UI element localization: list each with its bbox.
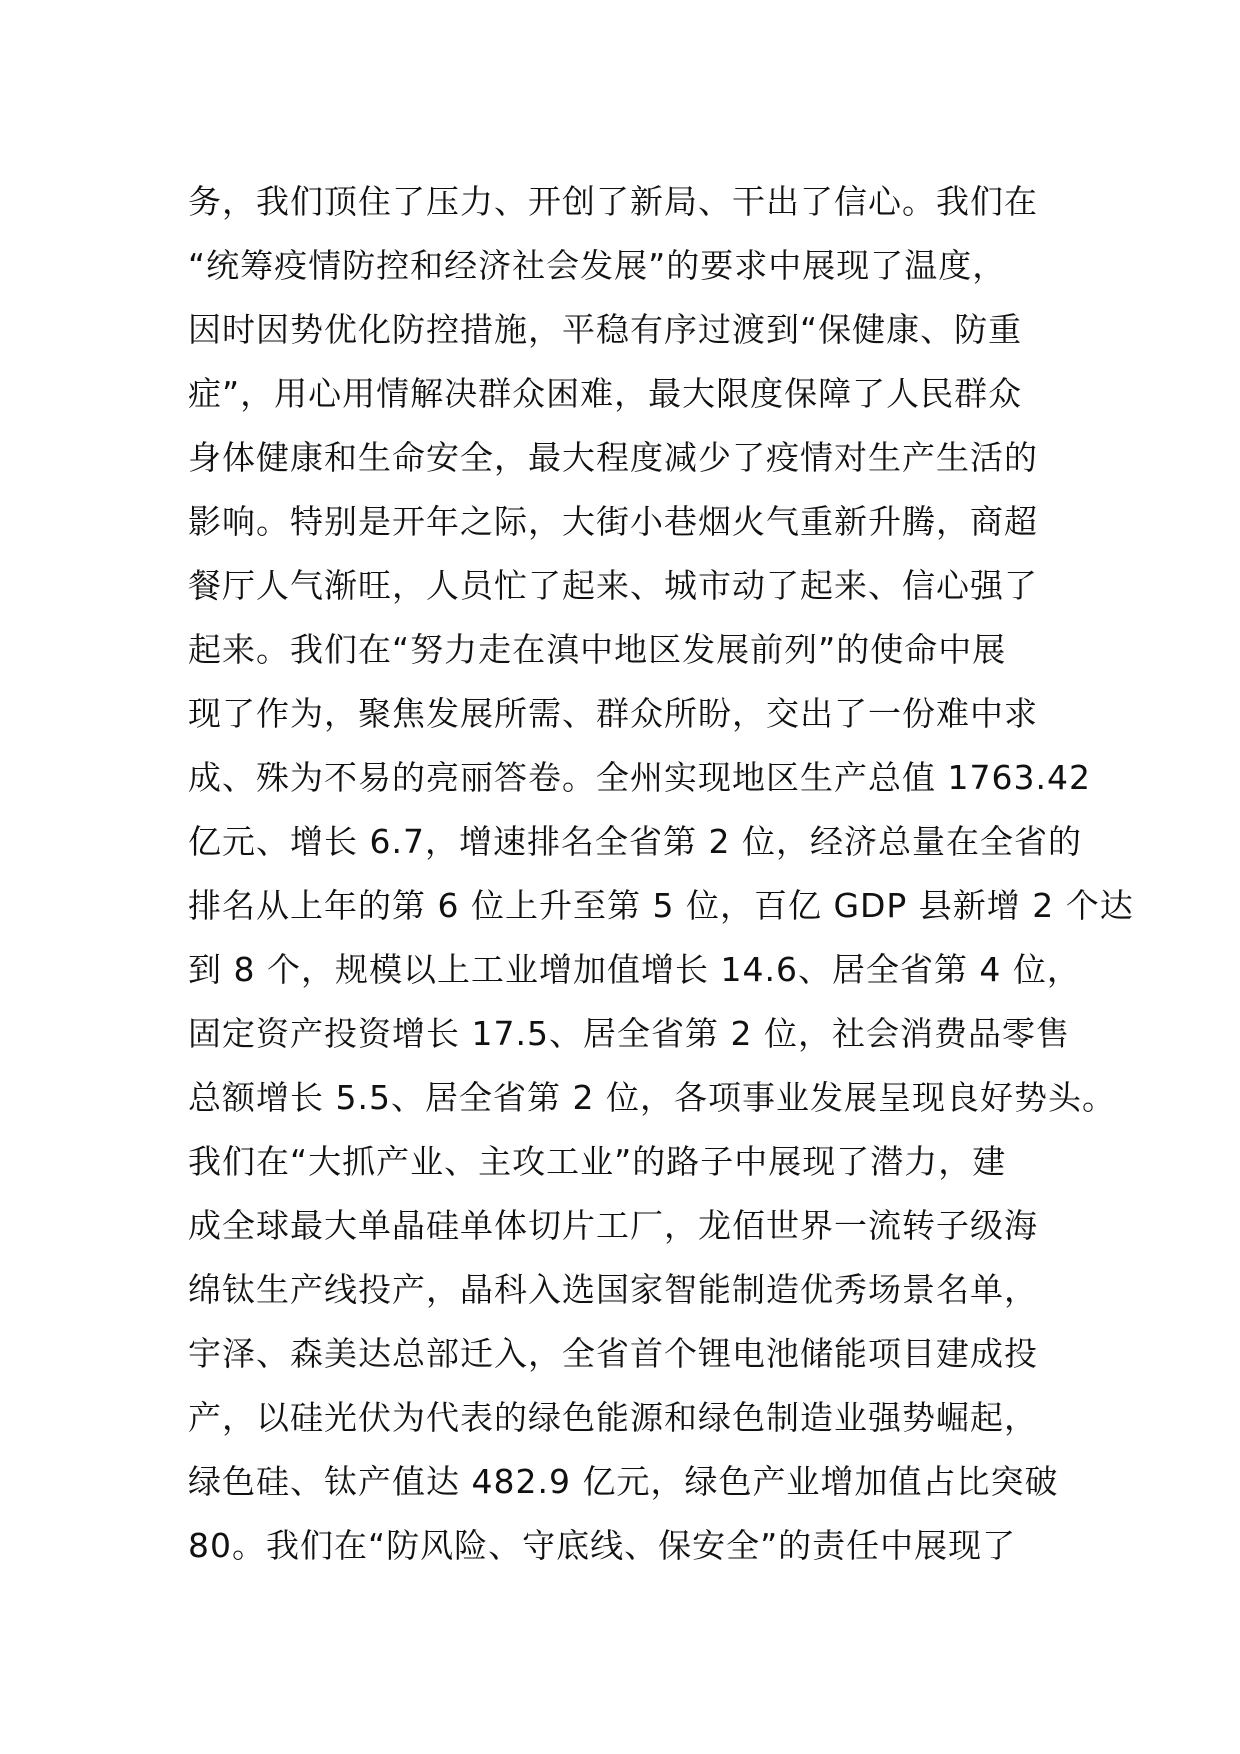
text-line: 80。我们在“防风险、守底线、保安全”的责任中展现了	[188, 1526, 1017, 1565]
text-line: 绵钛生产线投产，晶科入选国家智能制造优秀场景名单，	[188, 1270, 1038, 1309]
text-line: 起来。我们在“努力走在滇中地区发展前列”的使命中展	[188, 630, 1007, 669]
text-line: 影响。特别是开年之际，大街小巷烟火气重新升腾，商超	[188, 502, 1038, 541]
body-text	[188, 170, 1134, 1578]
text-line: 固定资产投资增长 17.5、居全省第 2 位，社会消费品零售	[188, 1014, 1070, 1053]
text-line: 现了作为，聚焦发展所需、群众所盼，交出了一份难中求	[188, 694, 1038, 733]
text-line: 到 8 个，规模以上工业增加值增长 14.6、居全省第 4 位，	[188, 950, 1081, 989]
text-line: “统筹疫情防控和经济社会发展”的要求中展现了温度，	[188, 246, 1007, 285]
text-line: 身体健康和生命安全，最大程度减少了疫情对生产生活的	[188, 438, 1038, 477]
text-line: 排名从上年的第 6 位上升至第 5 位，百亿 GDP 县新增 2 个达	[188, 886, 1134, 925]
text-line: 我们在“大抓产业、主攻工业”的路子中展现了潜力，建	[188, 1142, 1007, 1181]
text-line: 宇泽、森美达总部迁入，全省首个锂电池储能项目建成投	[188, 1334, 1038, 1373]
text-line: 成全球最大单晶硅单体切片工厂，龙佰世界一流转子级海	[188, 1206, 1038, 1245]
text-line: 症”，用心用情解决群众困难，最大限度保障了人民群众	[188, 374, 1023, 413]
text-line: 亿元、增长 6.7，增速排名全省第 2 位，经济总量在全省的	[188, 822, 1082, 861]
text-line: 总额增长 5.5、居全省第 2 位，各项事业发展呈现良好势头。	[188, 1078, 1116, 1117]
text-line: 绿色硅、钛产值达 482.9 亿元，绿色产业增加值占比突破	[188, 1462, 1059, 1501]
text-line: 产，以硅光伏为代表的绿色能源和绿色制造业强势崛起，	[188, 1398, 1038, 1437]
text-line: 餐厅人气渐旺，人员忙了起来、城市动了起来、信心强了	[188, 566, 1038, 605]
text-line: 务，我们顶住了压力、开创了新局、干出了信心。我们在	[188, 182, 1038, 221]
text-line: 因时因势优化防控措施，平稳有序过渡到“保健康、防重	[188, 310, 1023, 349]
text-line: 成、殊为不易的亮丽答卷。全州实现地区生产总值 1763.42	[188, 758, 1091, 797]
